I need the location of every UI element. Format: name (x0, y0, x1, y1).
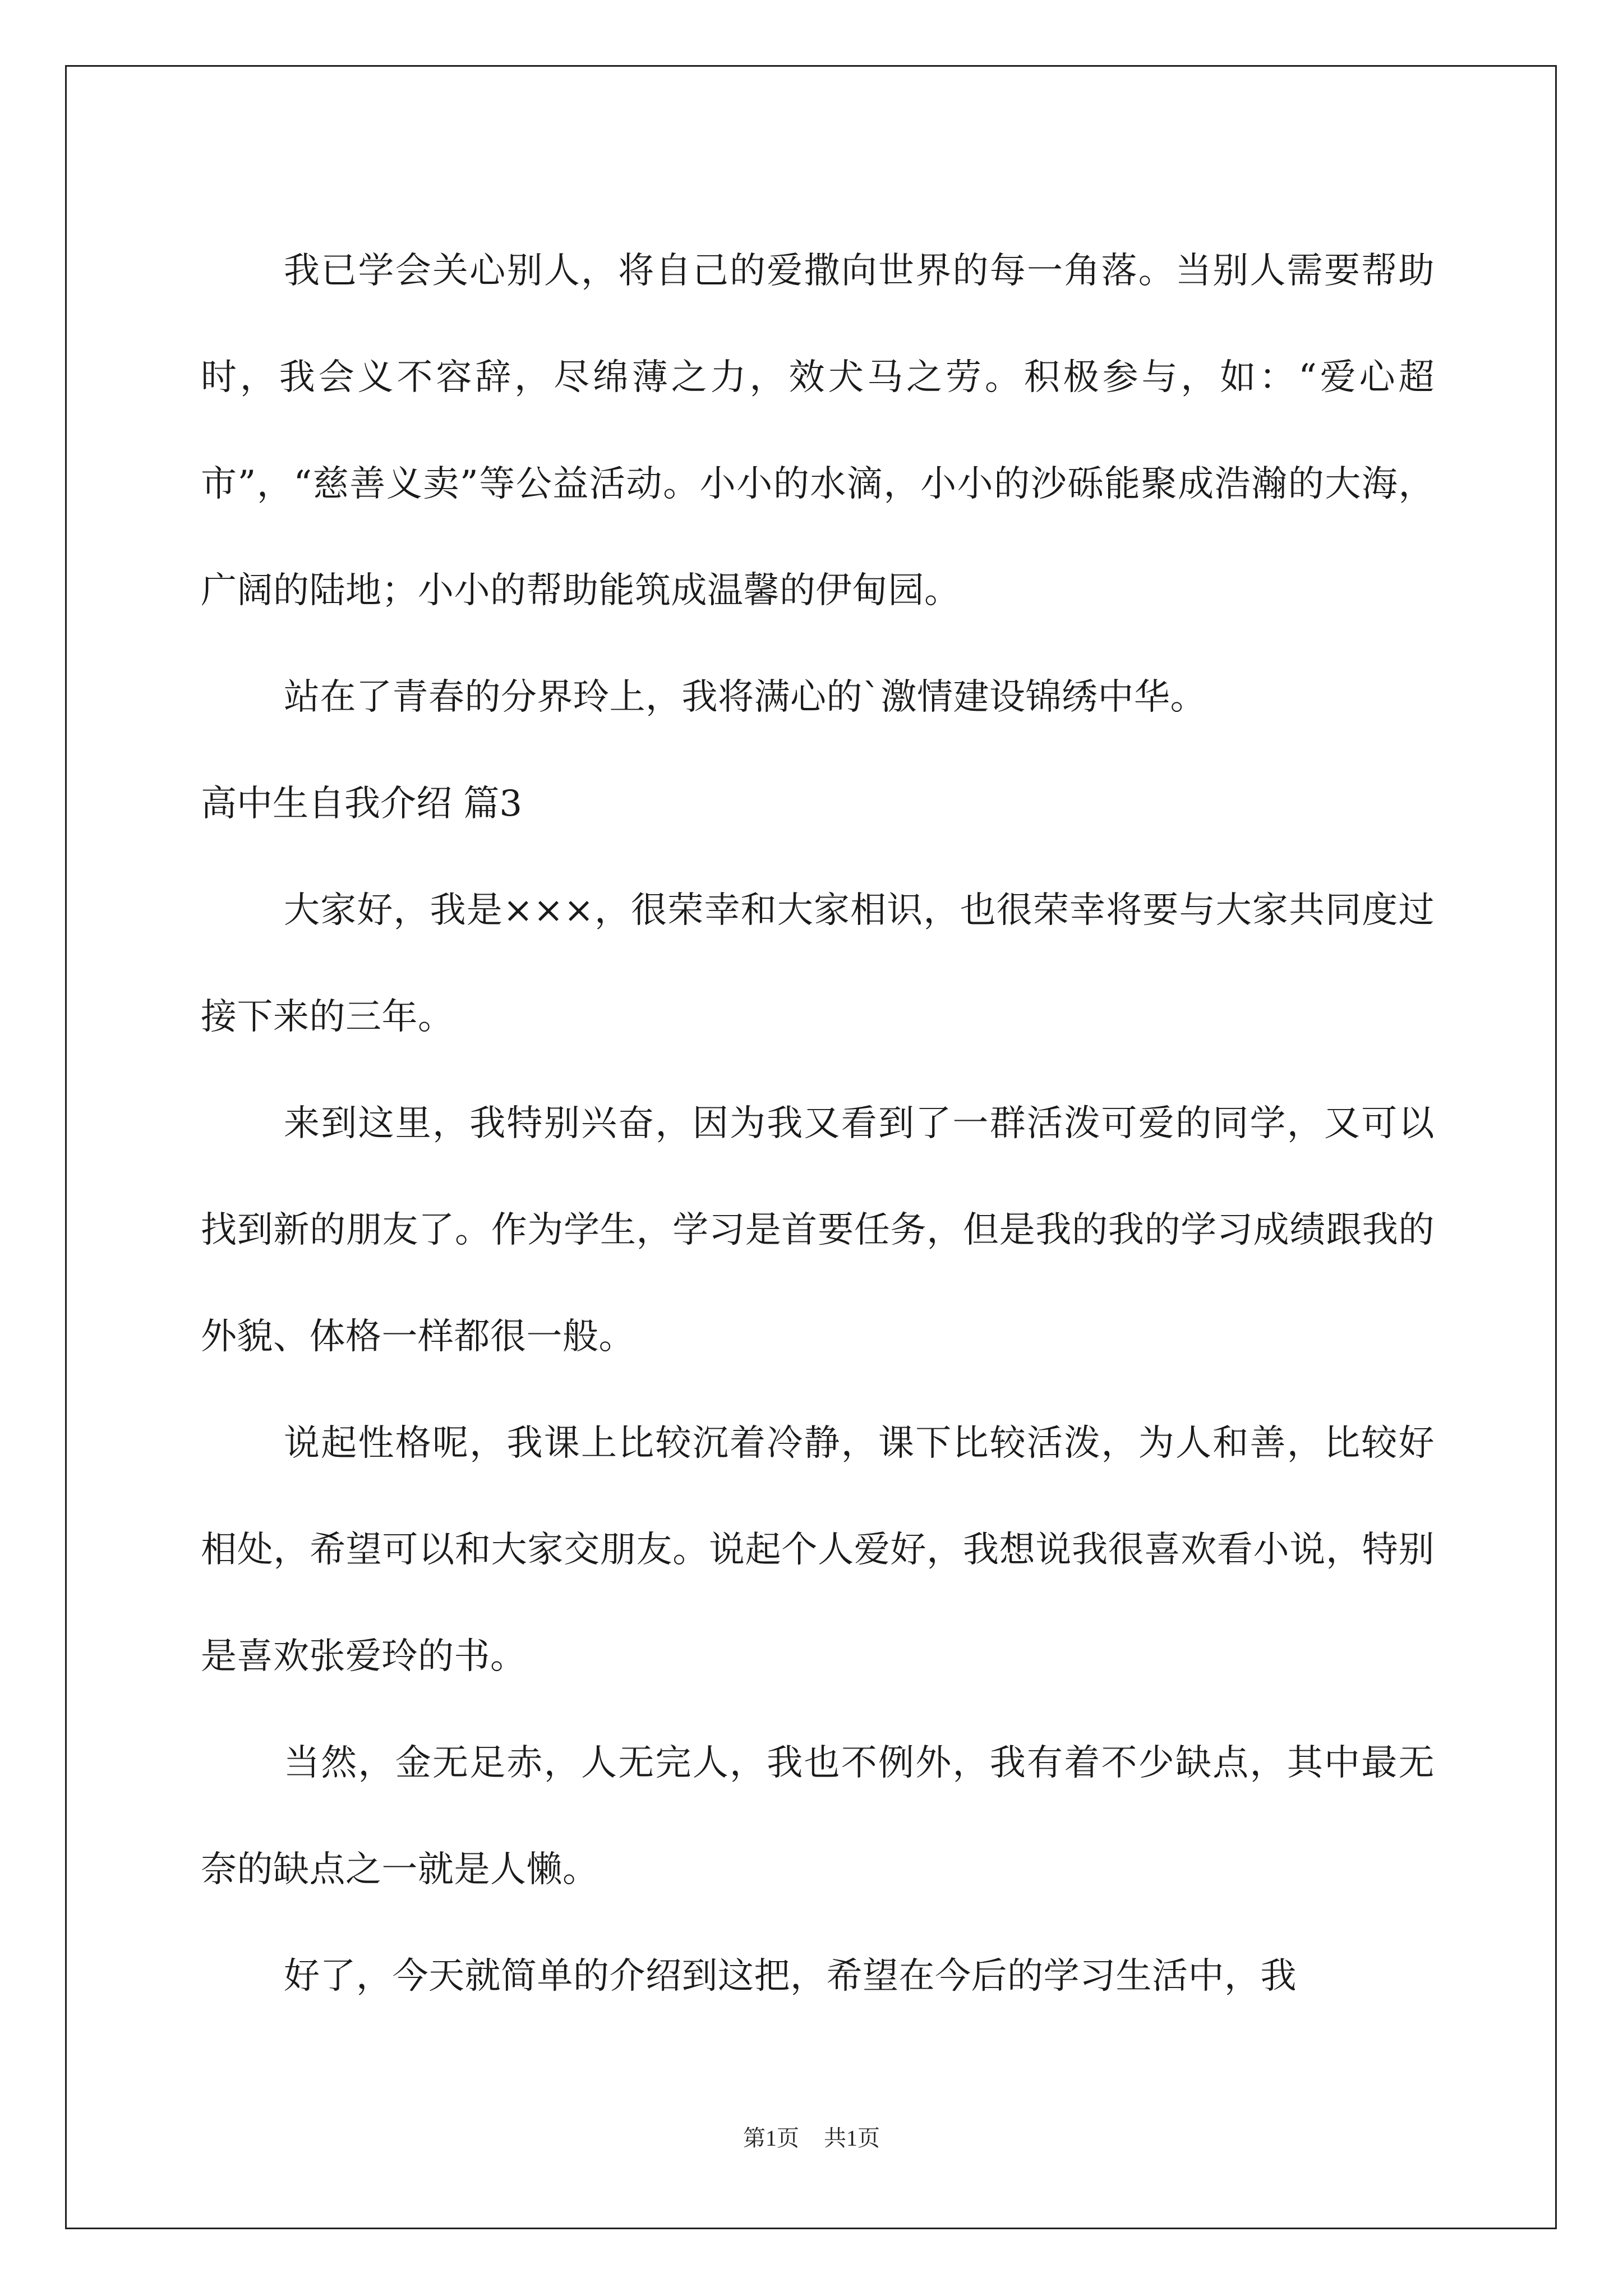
paragraph-greeting: 大家好，我是×××，很荣幸和大家相识，也很荣幸将要与大家共同度过接下来的三年。 (201, 890, 1435, 1038)
paragraph-care-for-others: 我已学会关心别人，将自己的爱撒向世界的每一角落。当别人需要帮助时，我会义不容辞，尽绵薄之力，效犬马之劳。积极参与，如：“爱心超市”，“慈善义卖”等公益活动。小小的水滴，小小的沙砾能聚成浩瀚的大海，广阔的陆地；小小的帮助能筑成温馨的伊甸园。 (201, 250, 1435, 611)
paragraph-personality: 说起性格呢，我课上比较沉着冷静，课下比较活泼，为人和善，比较好相处，希望可以和大家交朋友。说起个人爱好，我想说我很喜欢看小说，特别是喜欢张爱玲的书。 (201, 1423, 1435, 1677)
paragraph-youth-boundary: 站在了青春的分界玲上，我将满心的`激情建设锦绣中华。 (284, 677, 1206, 718)
page-footer (0, 2120, 1623, 2152)
document-body (201, 218, 1435, 2030)
paragraph-shortcomings: 当然，金无足赤，人无完人，我也不例外，我有着不少缺点，其中最无奈的缺点之一就是人懒。 (201, 1742, 1435, 1890)
paragraph-closing: 好了，今天就简单的介绍到这把，希望在今后的学习生活中，我 (284, 1955, 1297, 1997)
page-number: 第1页 (743, 2125, 799, 2151)
section-heading: 高中生自我介绍 篇3 (201, 783, 523, 825)
page-total: 共1页 (824, 2125, 880, 2151)
paragraph-arrival: 来到这里，我特别兴奋，因为我又看到了一群活泼可爱的同学，又可以找到新的朋友了。作为学生，学习是首要任务，但是我的我的学习成绩跟我的外貌、体格一样都很一般。 (201, 1103, 1435, 1358)
